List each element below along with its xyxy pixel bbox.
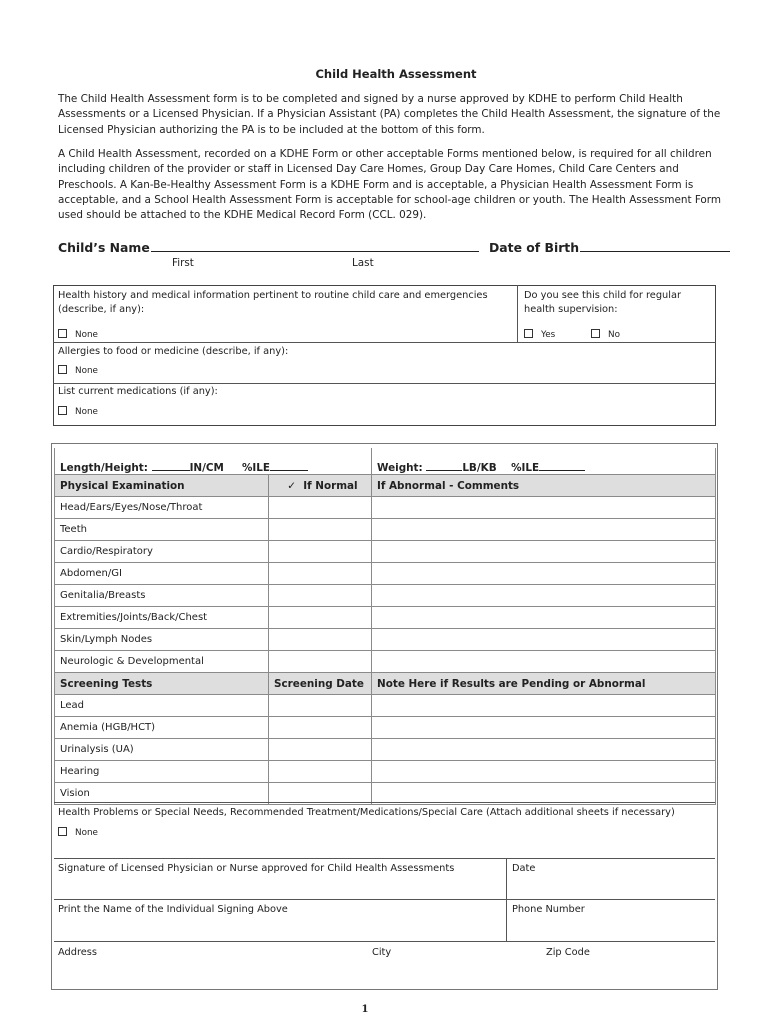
child-name-label: Child’s Name	[58, 240, 150, 255]
none-label: None	[75, 366, 98, 376]
dob-line	[580, 239, 730, 252]
divider	[54, 899, 715, 900]
allergies-label: Allergies to food or medicine (describe, if any):	[58, 346, 289, 357]
none-label: None	[75, 330, 98, 340]
exam-item: Head/Ears/Eyes/Nose/Throat	[55, 497, 269, 519]
yes-label: Yes	[541, 330, 556, 340]
comment-cell[interactable]	[372, 563, 716, 585]
table-row	[55, 519, 716, 541]
medications-label: List current medications (if any):	[58, 386, 218, 397]
supervision-yes-option[interactable]	[524, 328, 555, 342]
supervision-no-option[interactable]	[591, 328, 620, 342]
health-problems-none-option[interactable]	[58, 826, 98, 840]
divider	[54, 802, 715, 803]
phone-number-label: Phone Number	[512, 904, 585, 915]
print-name-label: Print the Name of the Individual Signing Above	[58, 904, 288, 915]
form-title: Child Health Assessment	[315, 67, 477, 81]
comment-cell[interactable]	[372, 607, 716, 629]
normal-header	[269, 475, 372, 497]
screening-item: Urinalysis (UA)	[55, 739, 269, 761]
normal-cell[interactable]	[269, 563, 372, 585]
divider	[53, 342, 716, 343]
exam-item: Genitalia/Breasts	[55, 585, 269, 607]
table-row	[55, 717, 716, 739]
normal-cell[interactable]	[269, 629, 372, 651]
screening-item: Lead	[55, 695, 269, 717]
screening-item: Hearing	[55, 761, 269, 783]
table-row	[55, 761, 716, 783]
screening-header: Screening Tests	[55, 673, 269, 695]
exam-item: Teeth	[55, 519, 269, 541]
no-label: No	[608, 330, 620, 340]
health-history-label: Health history and medical information pertinent to routine child care and emergencies (describe, if any):	[58, 290, 488, 315]
divider	[506, 858, 507, 942]
weight-pct-line	[539, 459, 585, 471]
none-label: None	[75, 828, 98, 838]
checkmark-icon: ✓	[287, 479, 296, 492]
comment-cell[interactable]	[372, 497, 716, 519]
length-cell[interactable]	[55, 448, 372, 475]
exam-item: Cardio/Respiratory	[55, 541, 269, 563]
table-row	[55, 607, 716, 629]
note-cell[interactable]	[372, 717, 716, 739]
length-pct-label: %ILE	[241, 462, 270, 474]
note-cell[interactable]	[372, 761, 716, 783]
normal-label: If Normal	[303, 479, 358, 492]
page-number: 1	[361, 1004, 369, 1015]
table-row	[55, 541, 716, 563]
table-row	[55, 563, 716, 585]
signature-date-label: Date	[512, 863, 536, 874]
table-row	[55, 629, 716, 651]
first-name-caption: First	[172, 257, 194, 269]
weight-pct-label: %ILE	[511, 462, 540, 474]
weight-label: Weight:	[377, 462, 423, 474]
note-cell[interactable]	[372, 739, 716, 761]
screening-date-header: Screening Date	[269, 673, 372, 695]
health-problems-none-checkbox[interactable]	[58, 827, 67, 836]
weight-cell[interactable]	[372, 448, 716, 475]
exam-item: Neurologic & Developmental	[55, 651, 269, 673]
medications-none-checkbox[interactable]	[58, 406, 67, 415]
length-label: Length/Height:	[60, 462, 148, 474]
table-row	[55, 739, 716, 761]
health-problems-label: Health Problems or Special Needs, Recommended Treatment/Medications/Special Care (Attach additional sheets if necessary)	[58, 807, 675, 818]
normal-cell[interactable]	[269, 585, 372, 607]
supervision-no-checkbox[interactable]	[591, 329, 600, 338]
physical-exam-header-row	[55, 475, 716, 497]
normal-cell[interactable]	[269, 541, 372, 563]
health-history-none-option[interactable]	[58, 328, 98, 342]
last-name-caption: Last	[352, 257, 374, 269]
comment-cell[interactable]	[372, 541, 716, 563]
physical-exam-header: Physical Examination	[55, 475, 269, 497]
measurements-row	[55, 448, 716, 475]
city-label: City	[372, 947, 392, 958]
screening-note-header: Note Here if Results are Pending or Abnormal	[372, 673, 716, 695]
allergies-none-checkbox[interactable]	[58, 365, 67, 374]
comment-cell[interactable]	[372, 629, 716, 651]
supervision-label: Do you see this child for regular health supervision:	[524, 290, 682, 315]
dob-label: Date of Birth	[489, 240, 580, 255]
divider	[53, 383, 716, 384]
dob-field[interactable]	[489, 239, 730, 255]
date-cell[interactable]	[269, 739, 372, 761]
normal-cell[interactable]	[269, 519, 372, 541]
zip-code-label: Zip Code	[546, 947, 590, 958]
divider	[54, 941, 715, 942]
lb-kb-label: LB/KB	[462, 462, 497, 474]
address-label: Address	[58, 947, 98, 958]
comment-cell[interactable]	[372, 585, 716, 607]
requirements-paragraph: A Child Health Assessment, recorded on a KDHE Form or other acceptable Forms mentioned below, is required for all children including children of the provider or staff in Licensed Day Care Homes, Group Day Care Homes, Child Care Centers and Preschools. A Kan-Be-Healthy Assessment Form is a KDHE Form and is acceptable, a Physician Health Assessment Form is acceptable, and a School Health Assessment Form is acceptable for school-age children or youth. The Health Assessment Form used should be attached to the KDHE Medical Record Form (CCL. 029).	[58, 148, 722, 222]
exam-item: Skin/Lymph Nodes	[55, 629, 269, 651]
supervision-yes-checkbox[interactable]	[524, 329, 533, 338]
normal-cell[interactable]	[269, 497, 372, 519]
normal-cell[interactable]	[269, 607, 372, 629]
divider	[54, 858, 715, 859]
health-history-none-checkbox[interactable]	[58, 329, 67, 338]
screening-item: Anemia (HGB/HCT)	[55, 717, 269, 739]
length-line	[152, 459, 190, 471]
normal-cell[interactable]	[269, 651, 372, 673]
comment-cell[interactable]	[372, 519, 716, 541]
none-label: None	[75, 407, 98, 417]
table-row	[55, 695, 716, 717]
note-cell[interactable]	[372, 695, 716, 717]
signature-label: Signature of Licensed Physician or Nurse approved for Child Health Assessments	[58, 863, 455, 874]
child-name-line	[151, 239, 479, 252]
table-row	[55, 651, 716, 673]
child-name-field[interactable]	[58, 239, 479, 255]
table-row	[55, 497, 716, 519]
intro-paragraph: The Child Health Assessment form is to be completed and signed by a nurse approved by KDHE to perform Child Health Assessments or a Licensed Physician. If a Physician Assistant (PA) completes the Child Health Assessment, the signature of the Licensed Physician authorizing the PA is to be included at the bottom of this form.	[58, 93, 721, 136]
medications-none-option[interactable]	[58, 405, 98, 419]
divider	[517, 285, 518, 343]
date-cell[interactable]	[269, 761, 372, 783]
weight-line	[426, 459, 462, 471]
length-pct-line	[270, 459, 308, 471]
abnormal-header: If Abnormal - Comments	[372, 475, 716, 497]
table-row	[55, 585, 716, 607]
comment-cell[interactable]	[372, 651, 716, 673]
allergies-none-option[interactable]	[58, 364, 98, 378]
screening-header-row	[55, 673, 716, 695]
date-cell[interactable]	[269, 695, 372, 717]
exam-item: Abdomen/GI	[55, 563, 269, 585]
physical-exam-table	[54, 448, 716, 805]
in-cm-label: IN/CM	[189, 462, 224, 474]
exam-item: Extremities/Joints/Back/Chest	[55, 607, 269, 629]
screening-item: Vision	[55, 783, 269, 805]
date-cell[interactable]	[269, 717, 372, 739]
